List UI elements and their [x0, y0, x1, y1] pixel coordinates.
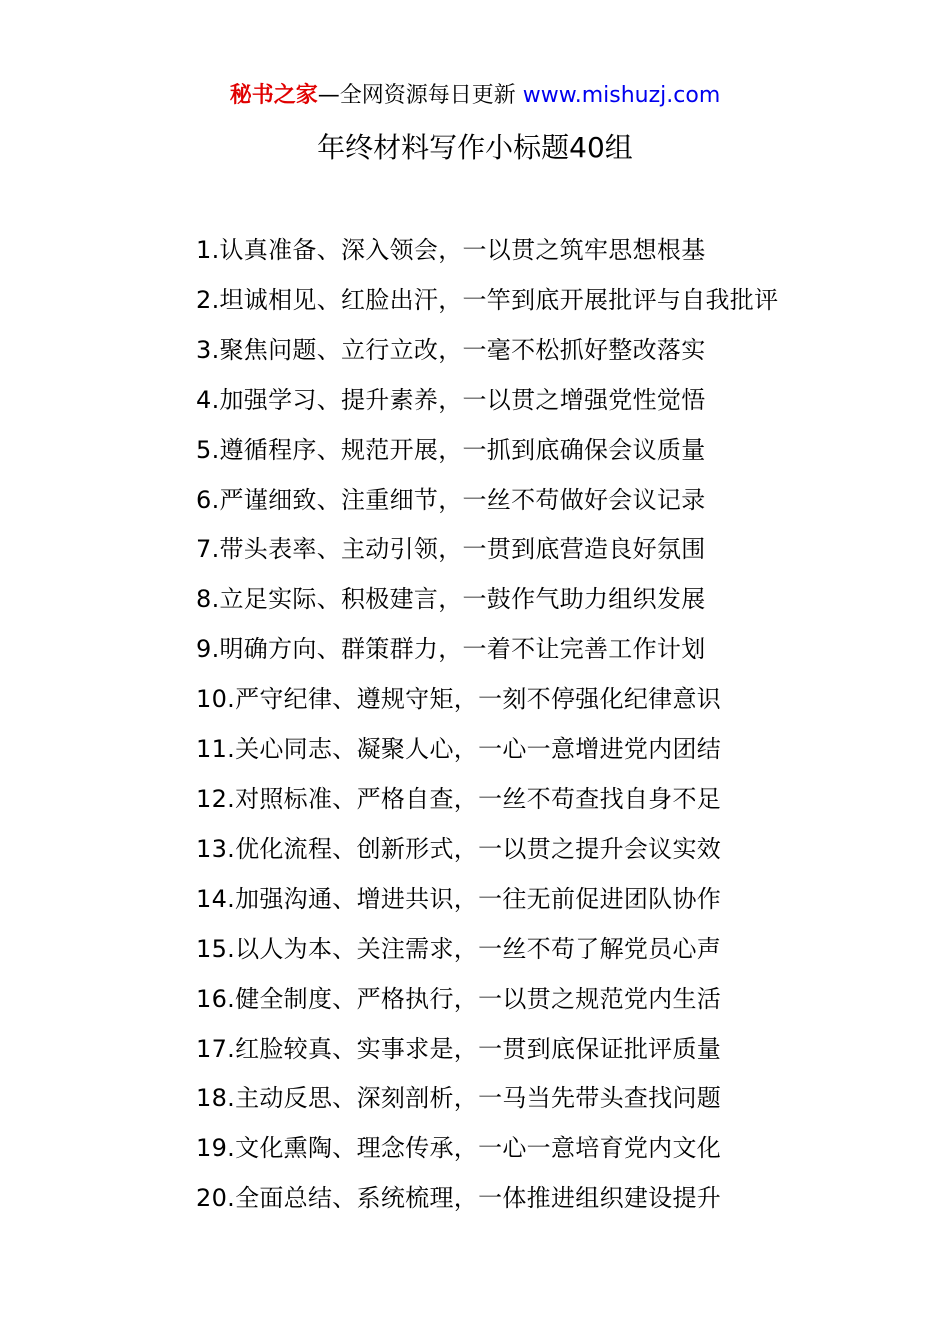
site-url-link[interactable]: www.mishuzj.com: [522, 83, 721, 108]
site-header: [0, 80, 950, 112]
list-item: 16.健全制度、严格执行，一以贯之规范党内生活: [196, 984, 722, 1013]
list-item: 15.以人为本、关注需求，一丝不苟了解党员心声: [196, 934, 722, 963]
list-item: 7.带头表率、主动引领，一贯到底营造良好氛围: [196, 535, 706, 564]
list-item: 14.加强沟通、增进共识，一往无前促进团队协作: [196, 884, 722, 913]
list-item: 12.对照标准、严格自查，一丝不苟查找自身不足: [196, 784, 722, 813]
list-item: 6.严谨细致、注重细节，一丝不苟做好会议记录: [196, 485, 706, 514]
heading-list: [196, 226, 778, 1224]
list-item: 8.立足实际、积极建言，一鼓作气助力组织发展: [196, 585, 706, 614]
list-item: 11.关心同志、凝聚人心，一心一意增进党内团结: [196, 735, 722, 764]
list-item: 5.遵循程序、规范开展，一抓到底确保会议质量: [196, 435, 706, 464]
list-item: 4.加强学习、提升素养，一以贯之增强党性觉悟: [196, 385, 706, 414]
list-item: 20.全面总结、系统梳理，一体推进组织建设提升: [196, 1184, 722, 1213]
list-item: 10.严守纪律、遵规守矩，一刻不停强化纪律意识: [196, 685, 722, 714]
document-title: 年终材料写作小标题40组: [317, 131, 633, 164]
list-item: 17.红脸较真、实事求是，一贯到底保证批评质量: [196, 1034, 722, 1063]
list-item: 13.优化流程、创新形式，一以贯之提升会议实效: [196, 834, 722, 863]
list-item: 2.坦诚相见、红脸出汗，一竿到底开展批评与自我批评: [196, 285, 779, 314]
brand-name: 秘书之家: [229, 83, 318, 108]
list-item: 3.聚焦问题、立行立改，一毫不松抓好整改落实: [196, 335, 706, 364]
list-item: 19.文化熏陶、理念传承，一心一意培育党内文化: [196, 1134, 722, 1163]
list-item: 9.明确方向、群策群力，一着不让完善工作计划: [196, 635, 706, 664]
header-tagline: —全网资源每日更新: [317, 83, 523, 108]
list-item: 1.认真准备、深入领会，一以贯之筑牢思想根基: [196, 236, 706, 264]
list-item: 18.主动反思、深刻剖析，一马当先带头查找问题: [196, 1084, 722, 1113]
